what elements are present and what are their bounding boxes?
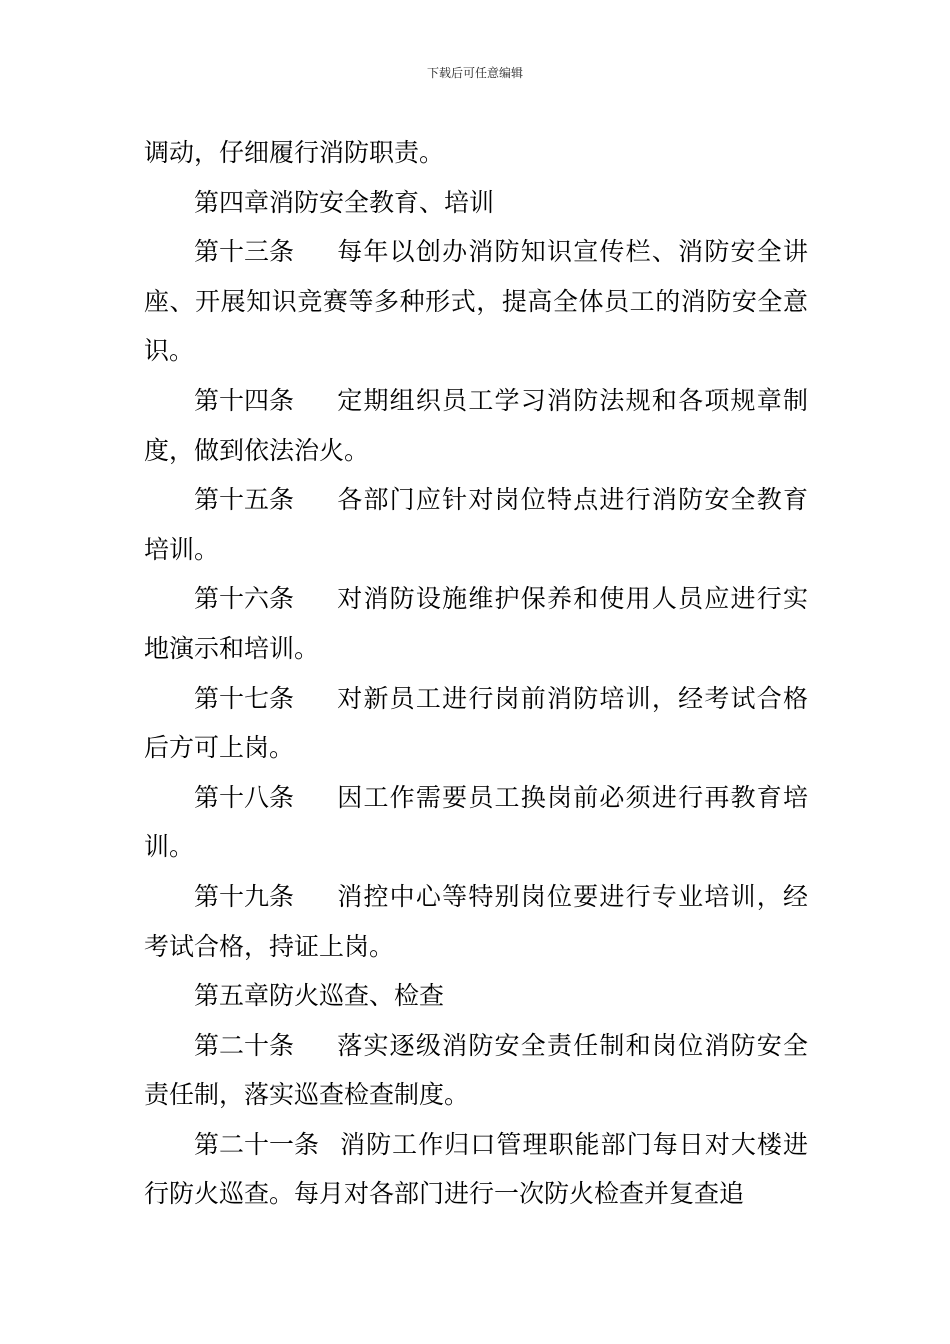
article-17 [144,674,808,773]
article-label: 第二十一条 [194,1129,320,1159]
article-text: 落实逐级消防安全责任制和岗位消防安全责任制，落实巡查检查制度。 [144,1030,808,1110]
article-19 [144,872,808,971]
article-label: 第十八条 [194,782,295,812]
article-text: 消防工作归口管理职能部门每日对大楼进行防火巡查。每月对各部门进行一次防火检查并复查追 [144,1129,808,1209]
article-label: 第十五条 [194,485,295,515]
article-text: 各部门应针对岗位特点进行消防安全教育培训。 [144,485,808,564]
article-label: 第十七条 [194,683,295,713]
article-text: 对新员工进行岗前消防培训，经考试合格后方可上岗。 [144,683,808,763]
article-text: 对消防设施维护保养和使用人员应进行实地演示和培训。 [144,584,808,663]
chapter-heading [144,178,808,228]
article-label: 第二十条 [194,1030,295,1060]
article-13 [144,227,808,376]
article-14 [144,376,808,475]
article-18 [144,773,808,872]
chapter-heading [144,971,808,1021]
article-text: 每年以创办消防知识宣传栏、消防安全讲座、开展知识竞赛等多种形式，提高全体员工的消防安全意识。 [144,237,808,366]
article-label: 第十三条 [194,237,295,267]
chapter-title: 第四章消防安全教育、培训 [194,187,495,217]
article-text: 定期组织员工学习消防法规和各项规章制度，做到依法治火。 [144,385,808,465]
page-header: 下载后可任意编辑 [426,66,523,80]
article-label: 第十六条 [194,584,295,614]
article-text: 因工作需要员工换岗前必须进行再教育培训。 [144,782,808,862]
article-15 [144,475,808,574]
article-16 [144,574,808,673]
document-body [144,128,808,1219]
article-20 [144,1021,808,1120]
article-label: 第十四条 [194,385,295,415]
article-text: 消控中心等特别岗位要进行专业培训，经考试合格，持证上岗。 [144,881,808,961]
paragraph-continuation [144,128,808,178]
paragraph-text: 调动，仔细履行消防职责。 [144,138,445,167]
chapter-title: 第五章防火巡查、检查 [194,981,445,1011]
article-21 [144,1120,808,1219]
article-label: 第十九条 [194,881,295,911]
